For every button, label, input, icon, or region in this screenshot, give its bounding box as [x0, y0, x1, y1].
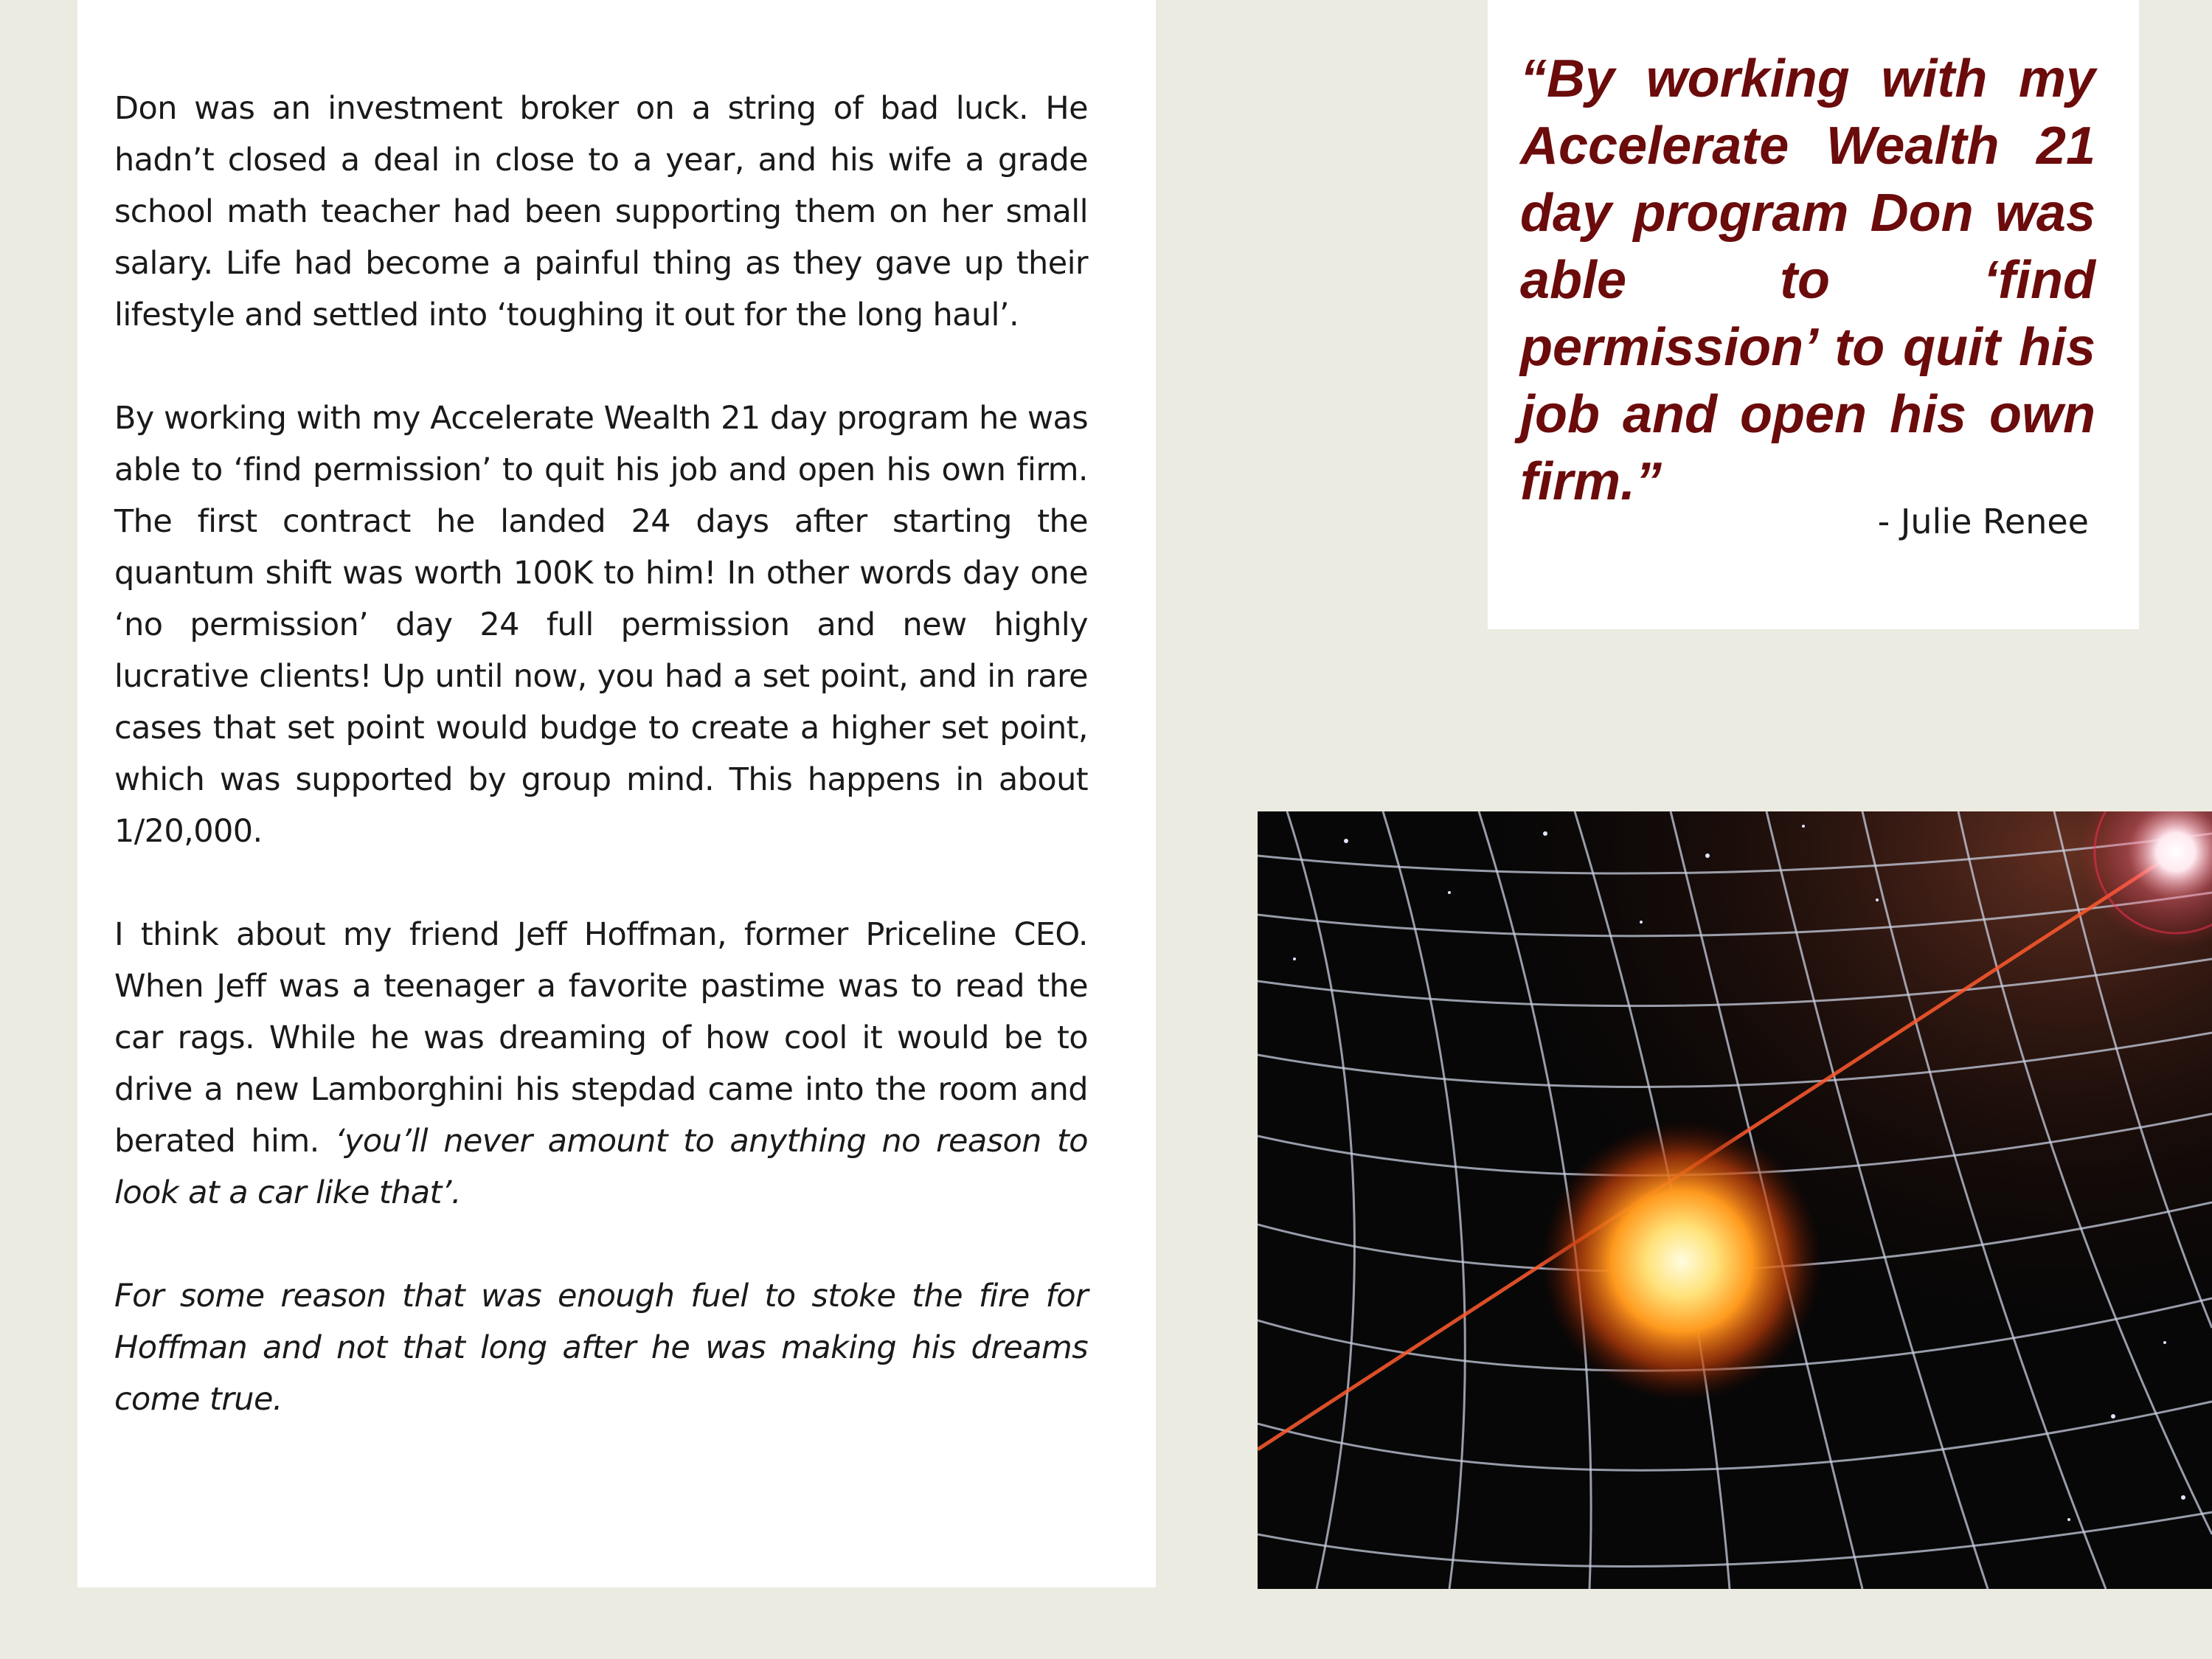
pull-quote-attribution: - Julie Renee [1877, 502, 2089, 541]
story-paragraph-2: By working with my Accelerate Wealth 21 day program he was able to ‘find permission’ to quit his job and open his own firm. The first contract he landed 24 days after starting the quantum shift was worth 100K to him! In other words day one ‘no permission’ day 24 full permission and new highly lucrative clients! Up until now, you had a set point, and in rare cases that set point would budge to create a higher set point, which was supported by group mind. This happens in about 1/20,000. [114, 400, 1088, 850]
story-text [114, 83, 1088, 1425]
pull-quote-text: “By working with my Accelerate Wealth 21 day program Don was able to ‘find permission’ to quit his job and open his own firm.” [1520, 49, 2095, 511]
story-paragraph-1: Don was an investment broker on a string of bad luck. He hadn’t closed a deal in close to a year, and his wife a grade school math teacher had been supporting them on her small salary. Life had become a painful thing as they gave up their lifestyle and settled into ‘toughing it out for the long haul’. [114, 90, 1088, 333]
pull-quote-panel [1488, 0, 2139, 629]
hoffman-quote: ‘you’ll never amount to anything no reason to look at a car like that’. [114, 1123, 1088, 1211]
space-grid-image [1258, 811, 2212, 1589]
story-closing: For some reason that was enough fuel to stoke the fire for Hoffman and not that long after he was making his dreams come true. [114, 1278, 1088, 1418]
glowing-star [1542, 1121, 1822, 1402]
story-panel [77, 0, 1156, 1587]
story-paragraph-3 [114, 909, 1088, 1219]
space-grid-illustration [1258, 811, 2212, 1589]
hoffman-intro: I think about my friend Jeff Hoffman, former Priceline CEO. When Jeff was a teenager a favorite pastime was to read the car rags. While he was dreaming of how cool it would be to drive a new Lamborghini his stepdad came into the room and berated him. [114, 916, 1088, 1160]
